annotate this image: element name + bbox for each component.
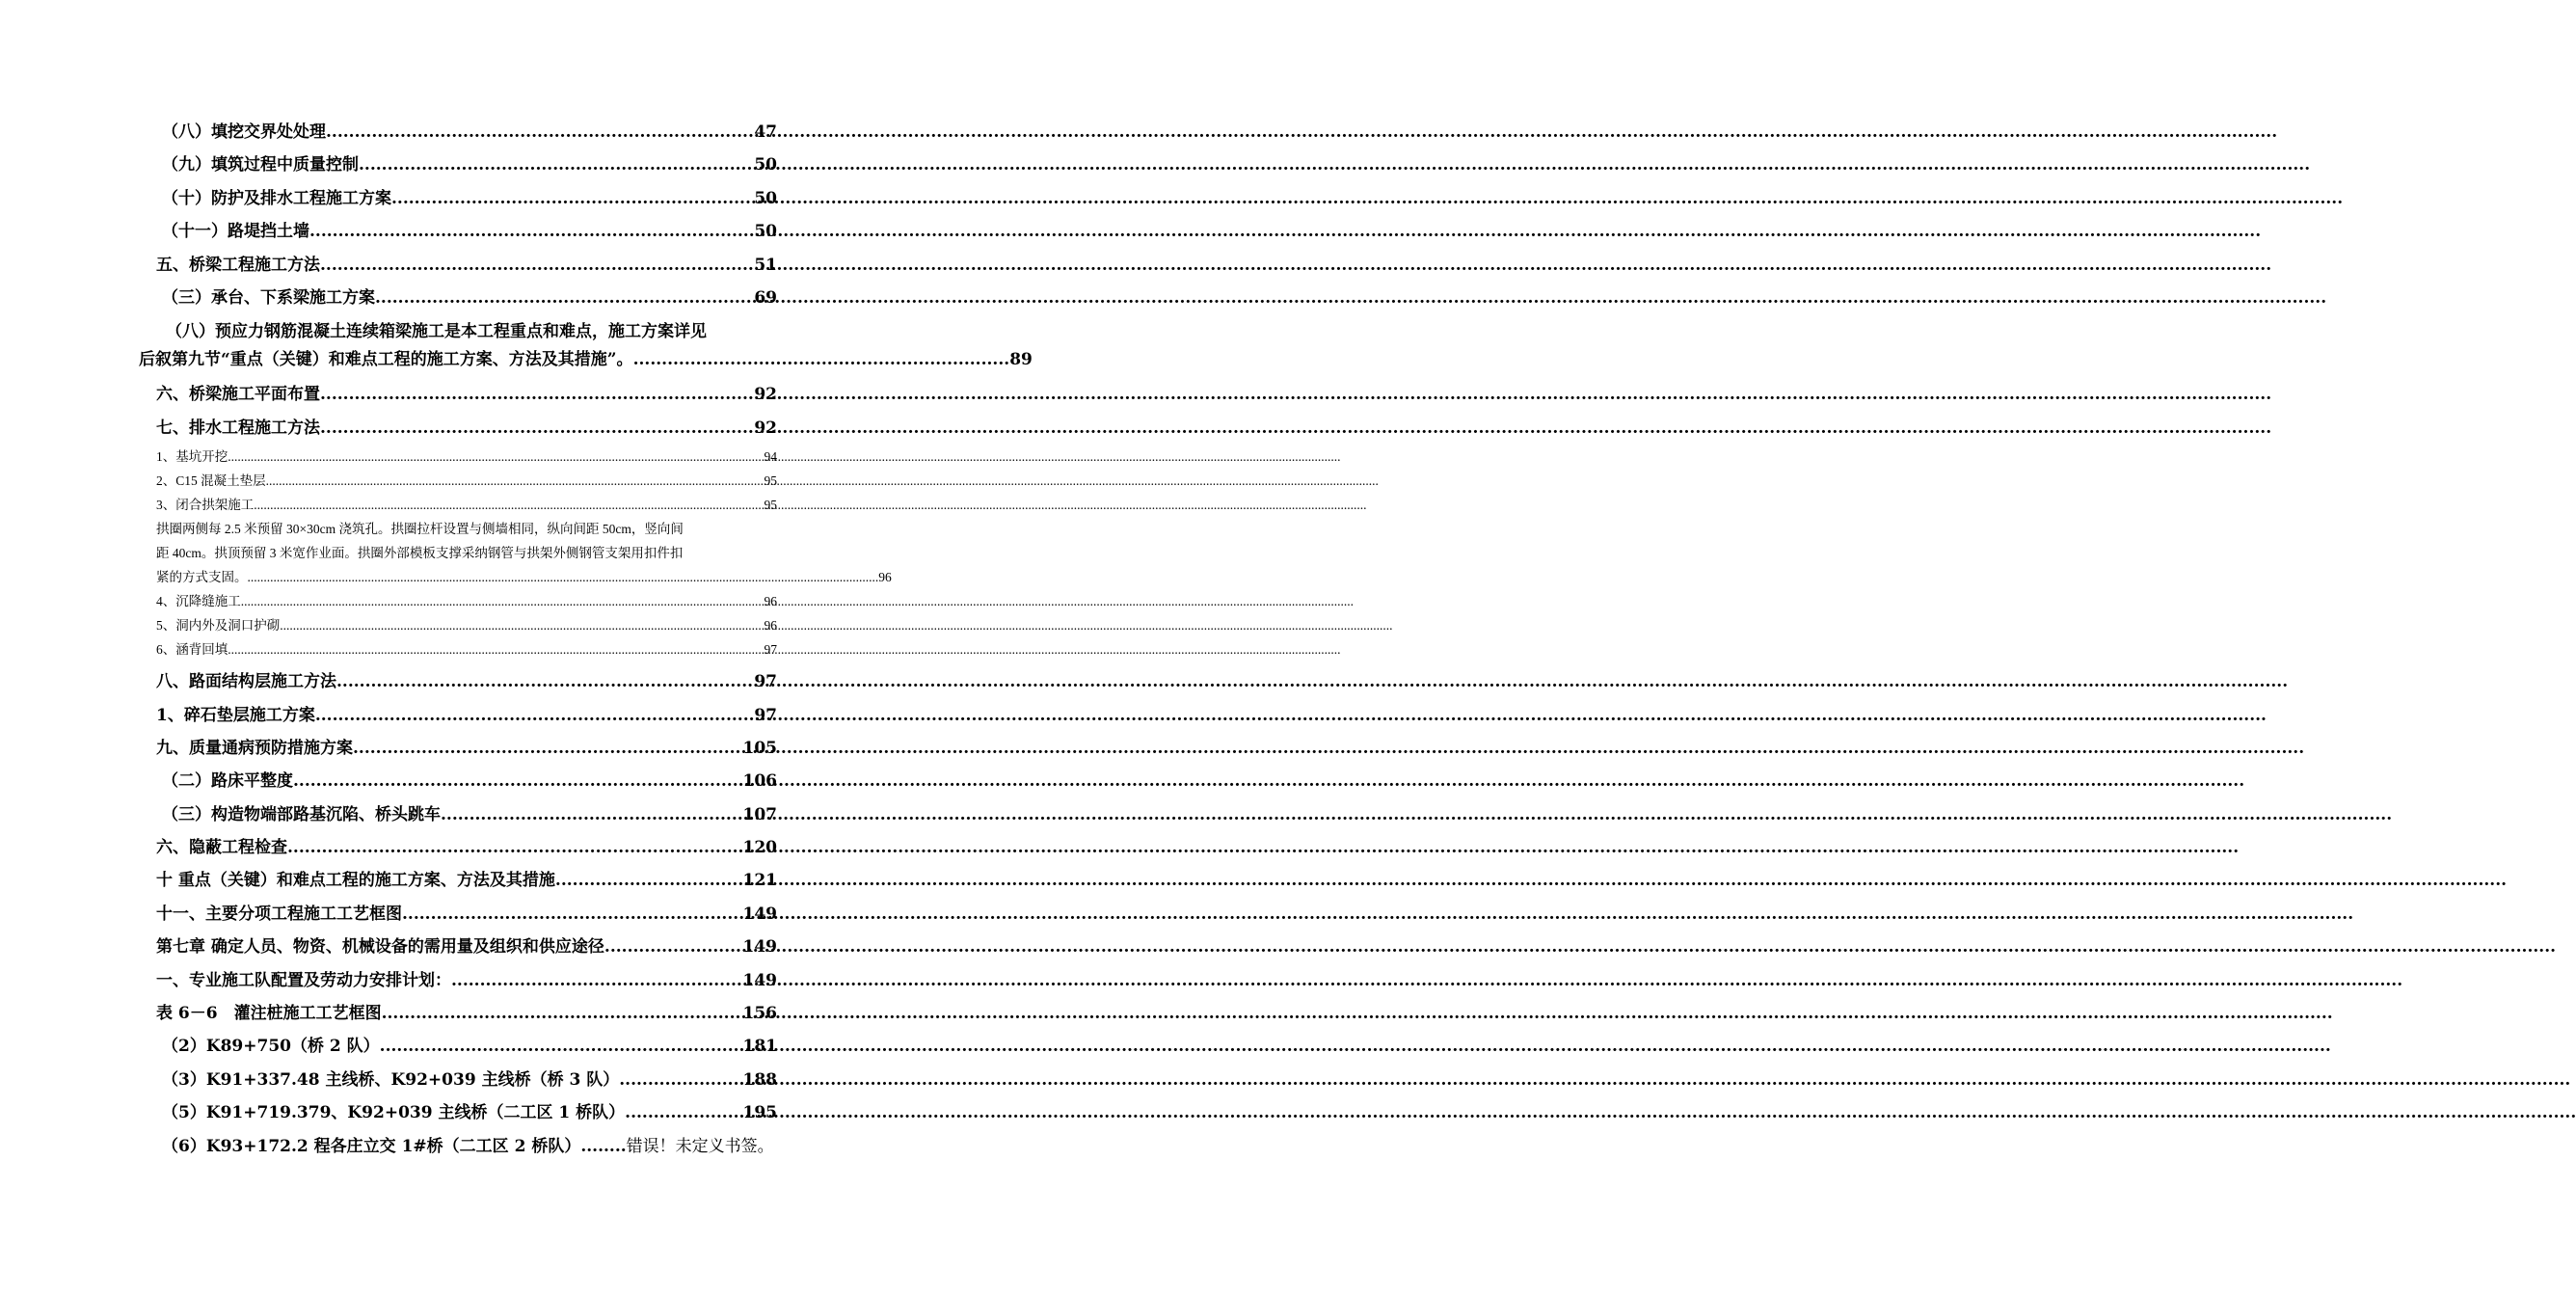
toc-entry[interactable] (156, 1130, 777, 1163)
toc-entry-page: 188 (742, 1069, 777, 1090)
toc-entry-page: 50 (754, 188, 777, 208)
toc-leader-dots (241, 589, 765, 613)
toc-leader-dots: .................................................................. (632, 350, 1010, 370)
toc-entry-page: 95 (764, 473, 777, 489)
toc-leader-dots (293, 765, 743, 797)
toc-entry-title: 一、专业施工队配置及劳动力安排计划： (156, 970, 451, 990)
toc-entry-page: 97 (764, 642, 777, 658)
toc-entry-title: 七、排水工程施工方法 (156, 418, 320, 438)
toc-entry-page: 94 (764, 449, 777, 465)
toc-entry[interactable] (156, 589, 777, 613)
table-of-contents (139, 116, 1033, 1163)
toc-entry-title: （5）K91+719.379、K92+039 主线桥（二工区 1 桥队） (162, 1103, 626, 1123)
toc-leader-dots (380, 1030, 743, 1063)
toc-entry-page: 89 (1009, 350, 1033, 370)
toc-entry[interactable] (156, 469, 777, 493)
toc-entry[interactable] (156, 964, 777, 997)
toc-leader-dots (309, 215, 754, 248)
toc-entry-title: 六、隐蔽工程检查 (156, 838, 287, 858)
toc-entry[interactable] (156, 378, 777, 411)
toc-entry-title-line2: 后叙第九节“重点（关键）和难点工程的施工方案、方法及其措施”。 (139, 350, 633, 370)
toc-entry-page: 97 (754, 672, 777, 692)
toc-entry-title: 3、闭合拱架施工 (156, 498, 255, 513)
toc-entry[interactable] (156, 798, 777, 831)
toc-entry[interactable] (156, 148, 777, 181)
toc-entry[interactable] (156, 282, 777, 314)
toc-leader-dots (382, 997, 743, 1030)
toc-entry[interactable] (156, 931, 777, 963)
toc-leader-dots (555, 864, 743, 897)
toc-leader-dots (280, 613, 764, 637)
toc-entry-page: 96 (878, 570, 892, 585)
toc-entry-title: 十一、主要分项工程施工工艺框图 (156, 904, 402, 924)
toc-entry-page: 107 (742, 804, 777, 824)
toc-entry-line3 (156, 565, 892, 589)
toc-entry[interactable] (156, 765, 777, 797)
toc-entry-title: 十 重点（关键）和难点工程的施工方案、方法及其措施 (156, 871, 555, 891)
toc-entry-title: 六、桥梁施工平面布置 (156, 385, 320, 405)
toc-entry[interactable] (156, 613, 777, 637)
toc-entry[interactable] (156, 637, 777, 662)
toc-entry-page: 92 (754, 418, 777, 438)
toc-entry[interactable] (156, 997, 777, 1030)
toc-entry-title-line1: （八）预应力钢筋混凝土连续箱梁施工是本工程重点和难点，施工方案详见 (166, 322, 707, 342)
toc-leader-dots (619, 1064, 742, 1096)
toc-entry-page: 149 (742, 937, 777, 958)
toc-leader-dots (451, 964, 743, 997)
toc-entry-error-text: 错误！未定义书签。 (626, 1136, 774, 1156)
toc-entry-page: 121 (742, 871, 777, 891)
toc-leader-dots (320, 378, 754, 411)
toc-entry-page: 106 (742, 771, 777, 792)
toc-entry-title: （八）填挖交界处处理 (162, 122, 326, 142)
toc-entry-title: 表 6－6 灌注桩施工工艺框图 (156, 1004, 382, 1024)
toc-entry-page: 50 (754, 155, 777, 176)
toc-entry[interactable] (156, 1096, 777, 1129)
toc-entry[interactable] (156, 1030, 777, 1063)
toc-leader-dots: .................................................................................................................................................................................................. (247, 570, 879, 585)
toc-entry-line2 (139, 346, 1033, 374)
toc-leader-dots (320, 249, 754, 282)
toc-leader-dots (402, 898, 743, 931)
toc-entry-title: 八、路面结构层施工方法 (156, 672, 336, 692)
toc-leader-dots (604, 931, 743, 963)
toc-leader-dots (320, 412, 754, 445)
toc-entry-title: 1、碎石垫层施工方案 (156, 705, 315, 725)
toc-entry-title: （十）防护及排水工程施工方案 (162, 188, 391, 208)
toc-entry-title: （二）路床平整度 (162, 771, 293, 792)
toc-entry-page: 149 (742, 970, 777, 990)
toc-leader-dots (353, 732, 743, 765)
toc-entry-title: （6）K93+172.2 程各庄立交 1#桥（二工区 2 桥队）........ (162, 1136, 627, 1156)
toc-entry-title: （九）填筑过程中质量控制 (162, 155, 359, 176)
toc-entry-multiline[interactable] (139, 318, 1033, 374)
toc-leader-dots (228, 637, 764, 662)
toc-entry-title: 4、沉降缝施工 (156, 594, 241, 609)
toc-entry-page: 156 (742, 1004, 777, 1024)
toc-entry[interactable] (156, 215, 777, 248)
toc-entry[interactable] (156, 732, 777, 765)
toc-entry-page: 47 (754, 122, 777, 142)
toc-entry[interactable] (156, 412, 777, 445)
toc-entry-title: （十一）路堤挡土墙 (162, 222, 309, 242)
toc-entry-page: 97 (754, 705, 777, 725)
toc-entry[interactable] (156, 116, 777, 148)
toc-entry-page: 96 (764, 594, 777, 609)
toc-entry-page: 51 (754, 255, 777, 275)
toc-entry[interactable] (156, 493, 777, 517)
toc-leader-dots (228, 445, 764, 469)
toc-entry-page: 195 (742, 1103, 777, 1123)
toc-entry-title: 5、洞内外及洞口护砌 (156, 618, 281, 634)
toc-entry[interactable] (156, 445, 777, 469)
toc-leader-dots (266, 469, 765, 493)
toc-leader-dots (336, 665, 754, 698)
toc-entry-title: 五、桥梁工程施工方法 (156, 255, 320, 275)
toc-entry-title: 1、基坑开挖 (156, 449, 228, 465)
toc-entry-title-line3: 紧的方式支固。 (156, 570, 248, 585)
toc-entry-multiline[interactable] (156, 517, 892, 589)
toc-entry[interactable] (156, 665, 777, 698)
toc-entry-page: 92 (754, 385, 777, 405)
toc-entry-title-line1: 拱圈两侧每 2.5 米预留 30×30cm 浇筑孔。拱圈拉杆设置与侧墙相同，纵向间距 50cm，竖向间 (156, 522, 684, 537)
toc-entry-title: 2、C15 混凝土垫层 (156, 473, 266, 489)
toc-entry[interactable] (156, 831, 777, 864)
toc-leader-dots (287, 831, 743, 864)
toc-leader-dots (359, 148, 754, 181)
toc-entry-page: 105 (742, 738, 777, 758)
toc-entry-page: 96 (764, 618, 777, 634)
toc-leader-dots (625, 1096, 742, 1129)
toc-entry-title: （3）K91+337.48 主线桥、K92+039 主线桥（桥 3 队） (162, 1069, 620, 1090)
toc-entry-page: 95 (764, 498, 777, 513)
toc-leader-dots (391, 182, 754, 215)
toc-leader-dots (315, 699, 754, 732)
toc-entry[interactable] (156, 864, 777, 897)
toc-entry-title-line2: 距 40cm。拱顶预留 3 米宽作业面。拱圈外部模板支撑采纳钢管与拱架外侧钢管支架用扣件扣 (156, 546, 684, 561)
toc-entry[interactable] (156, 1064, 777, 1096)
toc-entry-title: 九、质量通病预防措施方案 (156, 738, 353, 758)
toc-leader-dots (326, 116, 754, 148)
toc-leader-dots (441, 798, 743, 831)
toc-entry-page: 69 (754, 287, 777, 308)
toc-entry[interactable] (156, 699, 777, 732)
toc-entry-title: 第七章 确定人员、物资、机械设备的需用量及组织和供应途径 (156, 937, 604, 958)
toc-entry-page: 50 (754, 222, 777, 242)
toc-entry[interactable] (156, 249, 777, 282)
toc-entry[interactable] (156, 182, 777, 215)
toc-entry-title: （三）构造物端部路基沉陷、桥头跳车 (162, 804, 441, 824)
toc-entry[interactable] (156, 898, 777, 931)
toc-leader-dots (254, 493, 764, 517)
toc-entry-title: （2）K89+750（桥 2 队） (162, 1037, 380, 1057)
toc-entry-page: 149 (742, 904, 777, 924)
document-page (0, 0, 1033, 1296)
toc-entry-title: 6、涵背回填 (156, 642, 228, 658)
toc-entry-page: 120 (742, 838, 777, 858)
toc-entry-page: 181 (742, 1037, 777, 1057)
toc-leader-dots (375, 282, 754, 314)
toc-entry-title: （三）承台、下系梁施工方案 (162, 287, 375, 308)
